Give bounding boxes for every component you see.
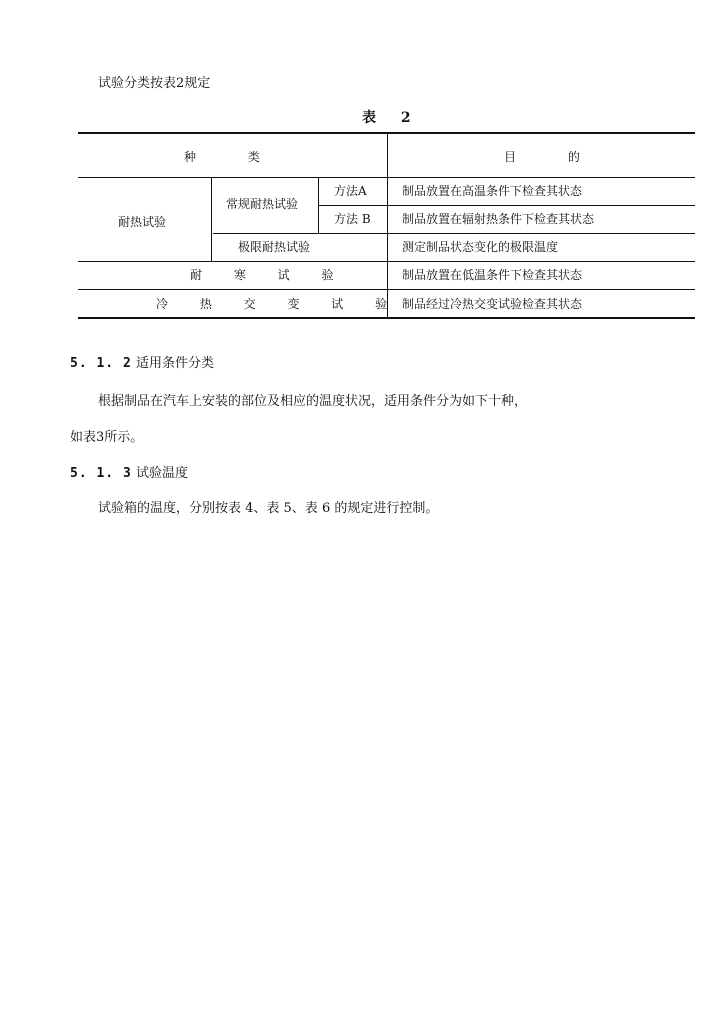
cell-heat-test: 耐热试验 — [118, 215, 167, 229]
column-divider — [318, 178, 319, 233]
paragraph-text: 试验箱的温度，分别按表 4、表 5、表 6 的规定进行控制。 — [98, 501, 439, 516]
cell-limit-heat-test: 极限耐热试验 — [238, 240, 311, 254]
table-title: 表 2 — [362, 110, 421, 126]
column-divider — [387, 134, 388, 317]
section-number: 5. 1. 2 — [70, 356, 132, 371]
header-purpose: 目 的 — [504, 150, 604, 164]
cell-method-a: 方法A — [334, 184, 367, 198]
purpose-limit-heat: 测定制品状态变化的极限温度 — [402, 240, 559, 254]
purpose-cold: 制品放置在低温条件下检查其状态 — [402, 268, 583, 282]
row-rule — [213, 233, 695, 234]
cell-method-b: 方法 B — [334, 212, 371, 226]
table-bottom-rule — [78, 317, 695, 319]
intro-text: 试验分类按表2规定 — [98, 76, 211, 91]
purpose-thermal-shock: 制品经过冷热交变试验检查其状态 — [402, 297, 583, 311]
section-number: 5. 1. 3 — [70, 466, 132, 481]
purpose-method-b: 制品放置在辐射热条件下检查其状态 — [402, 212, 595, 226]
row-rule — [318, 205, 695, 206]
paragraph-text: 如表3所示。 — [70, 430, 144, 445]
section-heading-5-1-2 — [70, 356, 214, 372]
cell-cold-test: 耐 寒 试 验 — [190, 268, 348, 282]
section-title: 试验温度 — [136, 466, 189, 481]
section-heading-5-1-3 — [70, 466, 188, 482]
cell-normal-heat-test: 常规耐热试验 — [226, 197, 299, 211]
purpose-method-a: 制品放置在高温条件下检查其状态 — [402, 184, 583, 198]
column-divider — [211, 178, 212, 261]
header-category: 种 类 — [184, 150, 284, 164]
section-title: 适用条件分类 — [136, 356, 215, 371]
paragraph-text: 根据制品在汽车上安装的部位及相应的温度状况，适用条件分为如下十种， — [98, 394, 528, 409]
cell-thermal-shock-test: 冷 热 交 变 试 验 — [156, 297, 402, 311]
